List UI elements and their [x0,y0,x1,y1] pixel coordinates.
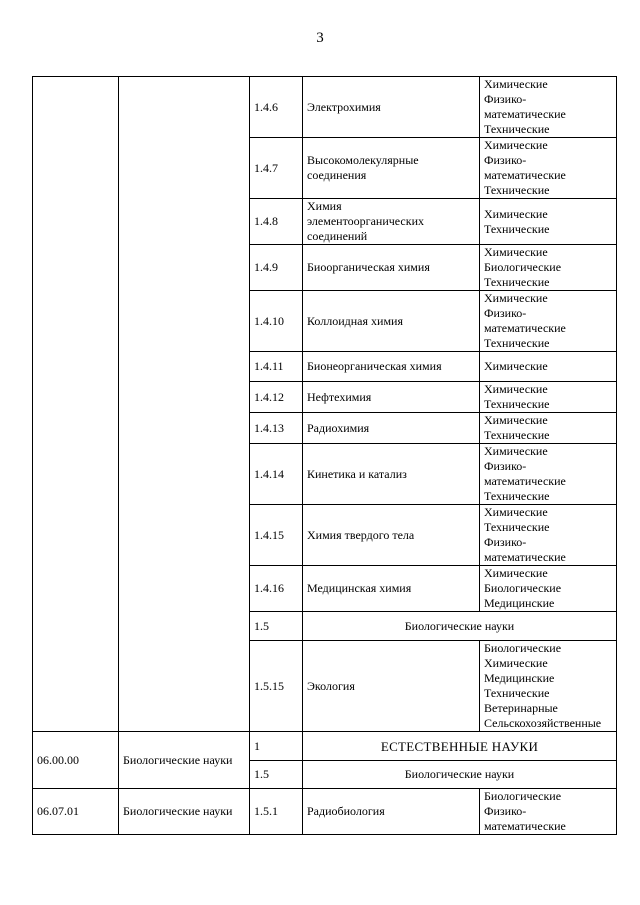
old-code-text: 06.07.01 [37,804,79,818]
science-branch: математические [484,168,566,182]
old-name [119,789,250,835]
old-name-text: Биологические науки [123,804,233,818]
science-branch: Технические [484,122,550,136]
specialty-name-line: Высокомолекулярные [307,153,419,167]
specialty-name-line: Кинетика и катализ [307,466,407,481]
specialty-name-line: Радиохимия [307,420,370,435]
specialty-code [250,77,303,138]
science-branch: Химические [484,206,548,221]
specialties-table [32,76,617,835]
group-row [33,732,617,761]
science-branches [480,138,617,199]
science-branches [480,505,617,566]
science-branch: Физико- [484,804,527,818]
specialty-code-text: 1.4.13 [254,420,284,435]
science-branch: Технические [484,275,550,289]
science-branch: математические [484,819,566,833]
specialty-name [303,245,480,291]
specialty-code [250,413,303,444]
science-branch: Биологические [484,581,562,595]
specialty-code-text: 1.4.14 [254,466,284,481]
specialty-code-text: 1.4.11 [254,359,284,373]
specialty-name-line: соединений [307,229,368,243]
science-branch: Физико- [484,306,527,320]
science-branch: Биологические [484,641,562,655]
science-branch: математические [484,321,566,335]
specialty-name-line: соединения [307,168,367,182]
specialty-code [250,199,303,245]
specialty-name-line: Химия [307,199,342,213]
specialty-code [250,138,303,199]
science-branches [480,566,617,612]
specialty-name-line: Нефтехимия [307,389,372,404]
section-code-text: 1.5 [254,767,269,781]
science-branch: Биологические [484,789,562,803]
science-branch: Физико- [484,535,527,549]
table-row [33,77,617,138]
science-branches [480,382,617,413]
science-branches [480,444,617,505]
specialty-name [303,789,480,835]
section-title-text: ЕСТЕСТВЕННЫЕ НАУКИ [380,738,539,754]
section-code [250,612,303,641]
specialty-name [303,413,480,444]
specialty-name [303,199,480,245]
science-branch: Ветеринарные [484,701,558,715]
page-number: 3 [316,30,324,46]
specialty-name [303,505,480,566]
section-code-text: 1.5 [254,618,269,633]
science-branch: Технические [484,489,550,503]
science-branch: Технические [484,428,550,442]
specialty-name [303,77,480,138]
specialty-code [250,505,303,566]
science-branch: Биологические [484,260,562,274]
section-title-text: Биологические науки [404,767,515,781]
specialty-name [303,444,480,505]
specialty-code-text: 1.5.1 [254,804,278,818]
section-title [303,761,617,789]
science-branches [480,789,617,835]
specialty-code-text: 1.4.10 [254,313,284,328]
section-title [303,732,617,761]
specialty-code [250,566,303,612]
specialty-code-text: 1.4.15 [254,527,284,542]
science-branch: Химические [484,245,548,259]
science-branches [480,245,617,291]
section-title-text: Биологические науки [404,618,515,633]
science-branch: Химические [484,382,548,396]
science-branches [480,199,617,245]
science-branch: Химические [484,138,548,152]
science-branches [480,291,617,352]
section-code-text: 1 [254,738,260,753]
science-branch: математические [484,107,566,121]
science-branch: Физико- [484,153,527,167]
specialty-code-text: 1.4.8 [254,214,278,228]
old-code-text: 06.00.00 [37,752,79,767]
science-branch: Медицинские [484,596,555,610]
old-name [119,732,250,789]
science-branch: Технические [484,221,550,236]
old-code [33,732,119,789]
specialty-code [250,245,303,291]
specialty-code [250,641,303,732]
science-branch: Технические [484,336,550,350]
empty-old-code-cell [33,77,119,732]
section-code [250,761,303,789]
science-branch: Химические [484,359,548,373]
science-branch: математические [484,550,566,564]
old-name-text: Биологические науки [123,752,233,767]
specialty-name-line: Электрохимия [307,99,381,114]
science-branch: Медицинские [484,671,555,685]
specialty-code-text: 1.5.15 [254,678,284,693]
section-code [250,732,303,761]
specialty-name [303,382,480,413]
science-branches [480,641,617,732]
science-branch: Химические [484,566,548,580]
science-branch: Технические [484,397,550,411]
specialty-code [250,382,303,413]
science-branches [480,77,617,138]
empty-old-name-cell [119,77,250,732]
specialty-code [250,789,303,835]
section-title [303,612,617,641]
science-branch: Химические [484,413,548,427]
specialty-code-text: 1.4.12 [254,389,284,404]
science-branch: Химические [484,444,548,458]
science-branch: Технические [484,686,550,700]
science-branch: Технические [484,520,550,534]
science-branch: Химические [484,656,548,670]
old-code [33,789,119,835]
specialty-name-line: Бионеорганическая химия [307,359,442,373]
science-branch: Сельскохозяйственные [484,716,602,730]
science-branch: Физико- [484,459,527,473]
specialty-code-text: 1.4.6 [254,99,278,114]
specialty-code [250,352,303,382]
science-branch: математические [484,474,566,488]
specialty-name [303,138,480,199]
specialty-code-text: 1.4.16 [254,581,284,595]
science-branches [480,413,617,444]
specialty-code [250,291,303,352]
specialty-name-line: Экология [307,678,355,693]
specialty-code-text: 1.4.7 [254,160,278,175]
science-branch: Физико- [484,92,527,106]
specialty-name [303,641,480,732]
science-branch: Химические [484,291,548,305]
specialty-name-line: Медицинская химия [307,581,412,595]
specialty-name-line: элементоорганических [307,214,425,228]
specialty-name-line: Биоорганическая химия [307,260,430,274]
specialty-name-line: Коллоидная химия [307,313,403,328]
specialty-name [303,352,480,382]
science-branch: Технические [484,183,550,197]
specialty-name-line: Химия твердого тела [307,527,415,542]
specialty-code [250,444,303,505]
specialty-name [303,291,480,352]
science-branch: Химические [484,77,548,91]
specialty-name-line: Радиобиология [307,804,385,818]
specialty-code-text: 1.4.9 [254,260,278,274]
science-branches [480,352,617,382]
science-branch: Химические [484,505,548,519]
specialty-name [303,566,480,612]
group-row [33,789,617,835]
